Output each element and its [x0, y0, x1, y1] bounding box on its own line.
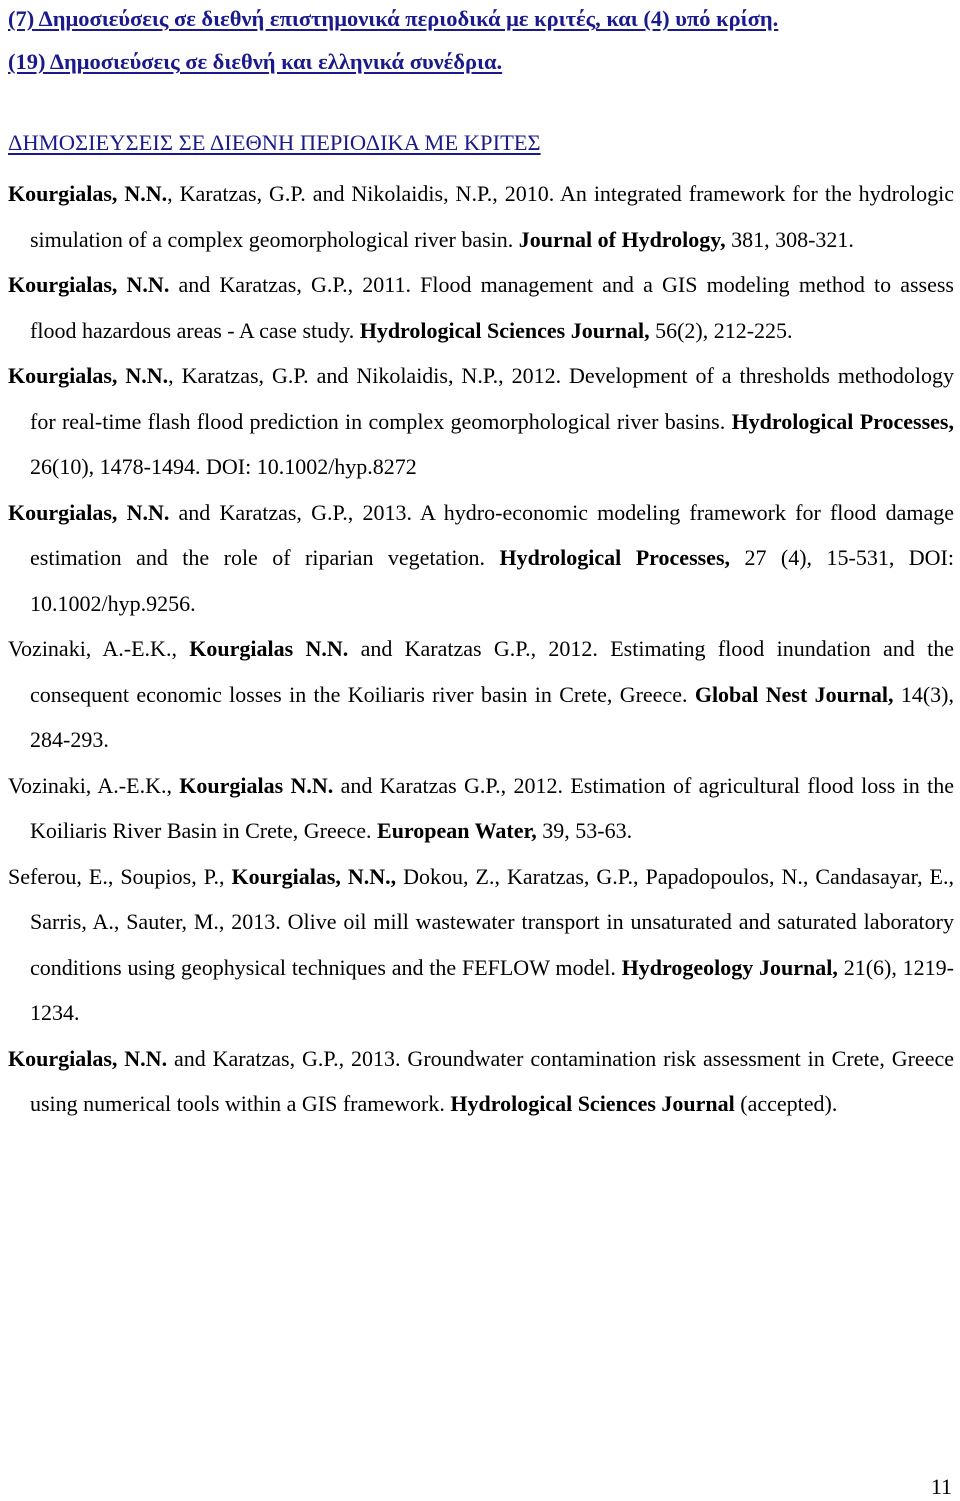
reference-author-bold: Kourgialas N.N. [189, 636, 349, 661]
reference-journal: Hydrological Processes, [731, 408, 954, 434]
reference-lead: Vozinaki, A.-E.K., [8, 772, 180, 798]
reference-author-bold: Kourgialas, N.N. [8, 272, 170, 297]
reference-body: Dokou, Z., Karatzas, G.P., Papadopoulos, N., Candasayar, E., Sarris, A., Sauter, M., 2013. Olive oil mill wastewater transport in unsaturated and saturated laboratory conditions using geophysical techniques and the FEFLOW model. [30, 863, 954, 980]
reference-journal: Journal of Hydrology, [518, 226, 726, 252]
reference-item [8, 262, 954, 353]
reference-journal: Hydrological Processes, [499, 545, 731, 570]
reference-body: , Karatzas, G.P. and Nikolaidis, N.P., 2010. An integrated framework for the hydrologic simulation of a complex geomorphological river basin. [30, 181, 954, 252]
reference-journal: Hydrological Sciences Journal, [359, 317, 650, 343]
reference-item [8, 171, 954, 262]
reference-details: 21(6), 1219-1234. [30, 954, 954, 1025]
header-link-conferences[interactable]: (19) Δημοσιεύσεις σε διεθνή και ελληνικά συνέδρια. [8, 49, 503, 74]
reference-journal: Hydrological Sciences Journal [450, 1091, 735, 1116]
reference-details: 39, 53-63. [536, 818, 633, 843]
reference-author-bold: Kourgialas N.N. [179, 772, 334, 798]
reference-details: 381, 308-321. [725, 226, 854, 252]
header-link-journals[interactable]: (7) Δημοσιεύσεις σε διεθνή επιστημονικά περιοδικά με κριτές, και (4) υπό κρίση. [8, 6, 779, 31]
reference-details: (accepted). [734, 1091, 838, 1116]
reference-item [8, 854, 954, 1036]
reference-author-bold: Kourgialas, N.N. [8, 363, 169, 388]
reference-details: 27 (4), 15-531, DOI: 10.1002/hyp.9256. [30, 545, 954, 616]
reference-author-bold: Kourgialas, N.N., [231, 863, 397, 889]
reference-body: and Karatzas G.P., 2012. Estimating flood inundation and the consequent economic losses in the Koiliaris river basin in Crete, Greece. [30, 636, 954, 707]
reference-lead: Seferou, E., Soupios, P., [8, 863, 232, 889]
section-heading: ΔΗΜΟΣΙΕΥΣΕΙΣ ΣΕ ΔΙΕΘΝΗ ΠΕΡΙΟΔΙΚΑ ΜΕ ΚΡΙΤΕΣ [8, 130, 541, 155]
reference-item [8, 353, 954, 490]
reference-journal: Global Nest Journal, [694, 681, 894, 707]
reference-author-bold: Kourgialas, N.N. [8, 181, 168, 206]
reference-journal: European Water, [377, 818, 537, 843]
reference-item [8, 763, 954, 854]
page-number: 11 [930, 1474, 952, 1499]
reference-list [8, 171, 954, 1127]
reference-item [8, 626, 954, 763]
reference-details: 14(3), 284-293. [30, 681, 954, 752]
reference-author-bold: Kourgialas, N.N. [8, 499, 170, 525]
reference-body: and Karatzas G.P., 2012. Estimation of agricultural flood loss in the Koiliaris River Basin in Crete, Greece. [30, 772, 954, 843]
reference-body: and Karatzas, G.P., 2013. Groundwater contamination risk assessment in Crete, Greece using numerical tools within a GIS framework. [30, 1045, 954, 1116]
reference-details: 26(10), 1478-1494. DOI: 10.1002/hyp.8272 [30, 454, 417, 479]
reference-author-bold: Kourgialas, N.N. [8, 1045, 168, 1071]
reference-lead: Vozinaki, A.-E.K., [8, 636, 190, 661]
reference-body: and Karatzas, G.P., 2011. Flood management and a GIS modeling method to assess flood hazardous areas - A case study. [30, 272, 954, 343]
reference-body: and Karatzas, G.P., 2013. A hydro-economic modeling framework for flood damage estimation and the role of riparian vegetation. [30, 499, 954, 570]
reference-item [8, 1036, 954, 1127]
reference-item [8, 490, 954, 627]
reference-body: , Karatzas, G.P. and Nikolaidis, N.P., 2012. Development of a thresholds methodology for real-time flash flood prediction in complex geomorphological river basins. [30, 363, 954, 434]
reference-details: 56(2), 212-225. [649, 317, 793, 343]
reference-journal: Hydrogeology Journal, [621, 954, 838, 980]
